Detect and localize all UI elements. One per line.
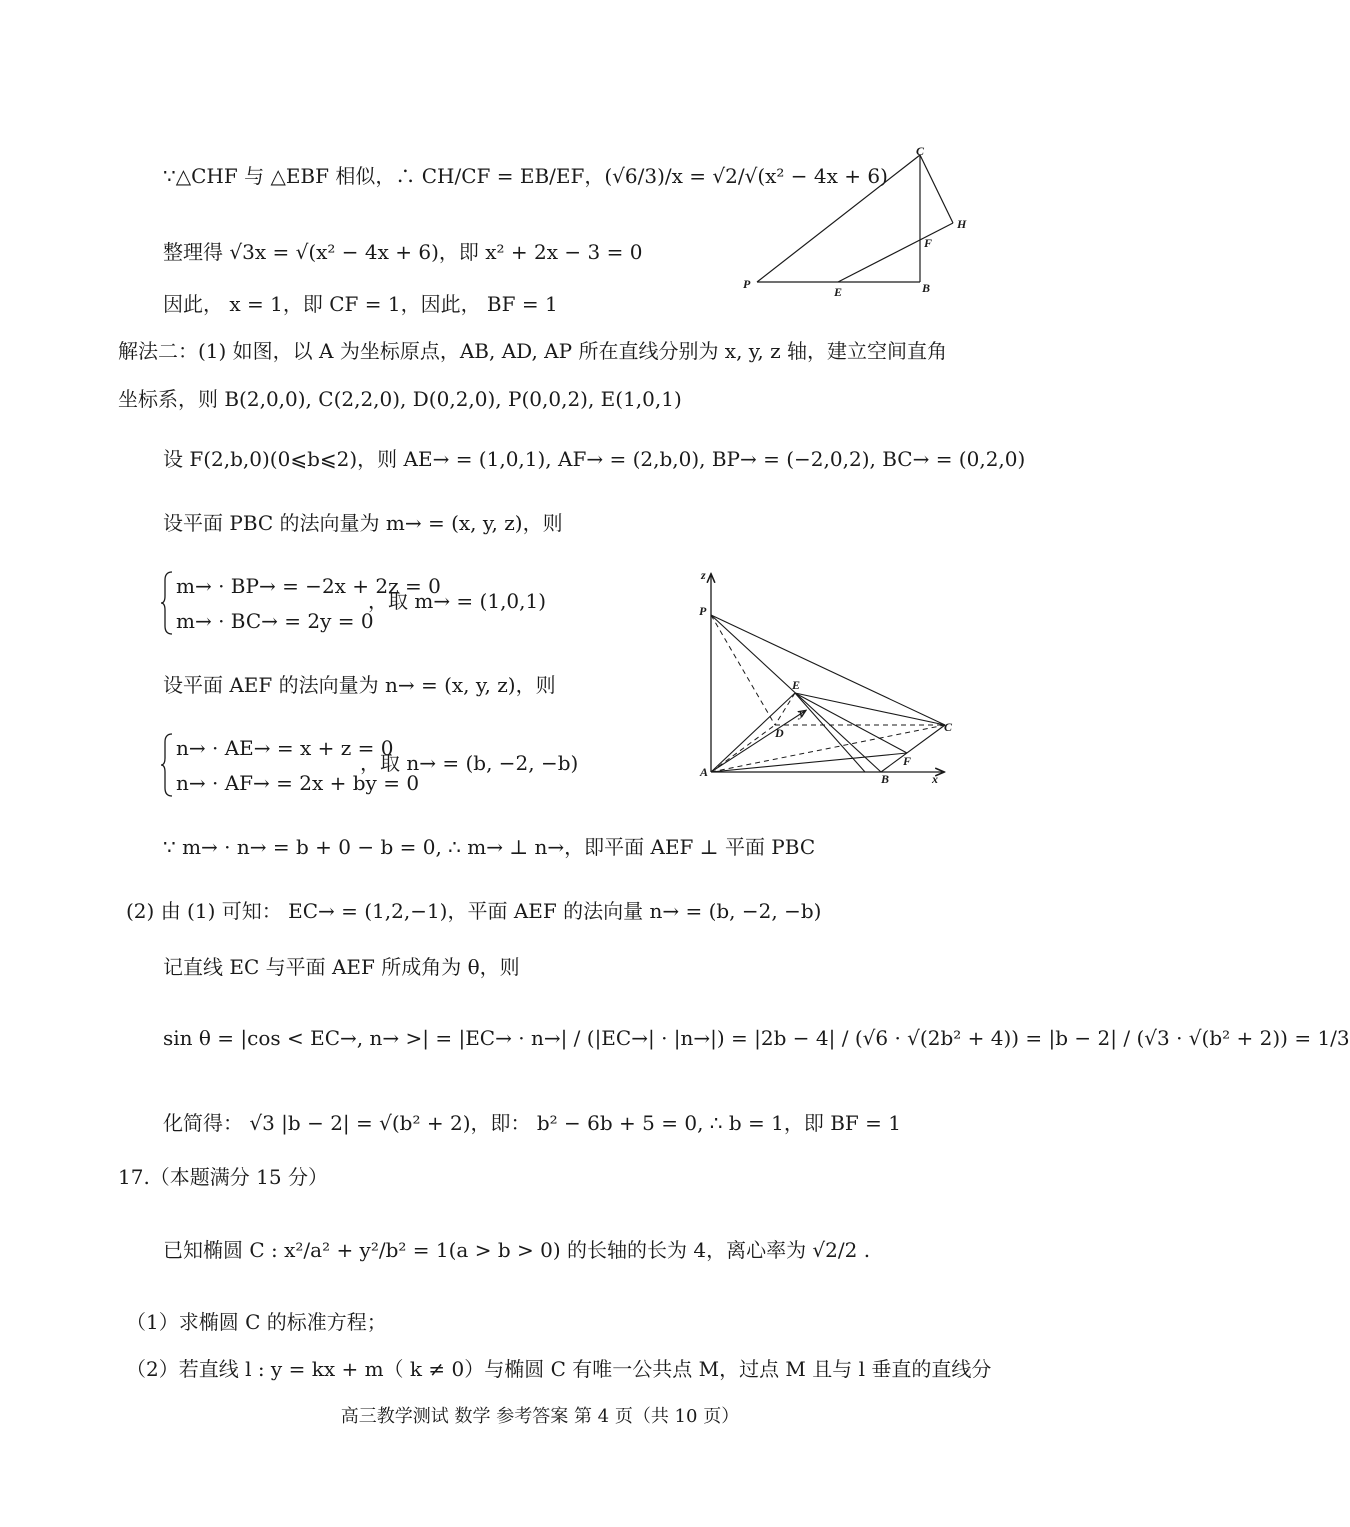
brace-system-2 (160, 732, 174, 798)
line-set-f: 设 F(2,b,0)(0⩽b⩽2)，则 AE→ = (1,0,1), AF→ = (2,b,0), BP→ = (−2,0,2), BC→ = (0,2,0) (163, 447, 1026, 471)
label-x: x (932, 772, 938, 786)
line-solve-b: 化简得： √3 |b − 2| = √(b² + 2)，即： b² − 6b + 5 = 0, ∴ b = 1，即 BF = 1 (163, 1111, 901, 1135)
question-17-ellipse: 已知椭圆 C : x²/a² + y²/b² = 1(a > b > 0) 的长轴的长为 4，离心率为 √2/2 . (163, 1238, 871, 1262)
label-p3: P (699, 604, 707, 618)
label-d3: D (775, 726, 784, 740)
label-b: B (922, 281, 931, 295)
label-c3: C (944, 720, 953, 734)
label-p: P (743, 277, 751, 291)
line-sin-theta: sin θ = |cos < EC→, n→ >| = |EC→ · n→| / (|EC→| · |n→|) = |2b − 4| / (√6 · √(2b² + 4)) = |b − 2| / (√3 · √(b² + 2)) = 1/3 (163, 1026, 1350, 1050)
label-c: C (916, 144, 925, 158)
equation-n-af: n→ · AF→ = 2x + by = 0 (176, 771, 420, 795)
brace-system-1 (160, 570, 174, 636)
label-f3: F (903, 754, 912, 768)
label-a3: A (700, 765, 709, 779)
label-e: E (834, 285, 843, 299)
question-17-part-1: （1）求椭圆 C 的标准方程； (126, 1310, 387, 1334)
take-n: ，取 n→ = (b, −2, −b) (360, 751, 579, 775)
segment-pc (757, 155, 920, 282)
line-perpendicular: ∵ m→ · n→ = b + 0 − b = 0, ∴ m→ ⊥ n→，即平面 AEF ⊥ 平面 PBC (163, 835, 816, 859)
label-e3: E (792, 678, 801, 692)
triangle-figure (735, 135, 975, 305)
equation-n-ae: n→ · AE→ = x + z = 0 (176, 736, 394, 760)
line-normal-n: 设平面 AEF 的法向量为 n→ = (x, y, z)，则 (163, 673, 556, 697)
line-simplify: 整理得 √3x = √(x² − 4x + 6)，即 x² + 2x − 3 = 0 (163, 240, 643, 264)
line-coordinates: 坐标系，则 B(2,0,0), C(2,2,0), D(0,2,0), P(0,0,2), E(1,0,1) (118, 387, 682, 411)
take-m: ，取 m→ = (1,0,1) (368, 589, 547, 613)
question-17-header: 17.（本题满分 15 分） (118, 1165, 328, 1189)
label-b3: B (881, 772, 890, 786)
segment-eh (838, 223, 953, 282)
line-normal-m: 设平面 PBC 的法向量为 m→ = (x, y, z)，则 (163, 511, 563, 535)
line-angle-theta: 记直线 EC 与平面 AEF 所成角为 θ，则 (163, 955, 520, 979)
line-result-bf: 因此， x = 1，即 CF = 1，因此， BF = 1 (163, 292, 558, 316)
label-h: H (957, 217, 967, 231)
equation-m-bp: m→ · BP→ = −2x + 2z = 0 (176, 574, 441, 598)
label-f: F (924, 236, 933, 250)
segment-ch (920, 155, 953, 223)
page-footer: 高三教学测试 数学 参考答案 第 4 页（共 10 页） (340, 1406, 740, 1427)
line-similarity: ∵△CHF 与 △EBF 相似，∴ CH/CF = EB/EF，(√6/3)/x = √2/√(x² − 4x + 6) (163, 164, 888, 188)
equation-m-bc: m→ · BC→ = 2y = 0 (176, 609, 374, 633)
line-method-two: 解法二：(1) 如图，以 A 为坐标原点，AB, AD, AP 所在直线分别为 x, y, z 轴，建立空间直角 (118, 339, 948, 363)
question-17-part-2: （2）若直线 l : y = kx + m（ k ≠ 0）与椭圆 C 有唯一公共点 M，过点 M 且与 l 垂直的直线分 (126, 1357, 992, 1381)
label-y: y (799, 706, 805, 720)
line-part-two: (2) 由 (1) 可知： EC→ = (1,2,−1)，平面 AEF 的法向量 n→ = (b, −2, −b) (126, 899, 822, 923)
pyramid-figure (695, 565, 965, 795)
label-z: z (701, 568, 706, 582)
